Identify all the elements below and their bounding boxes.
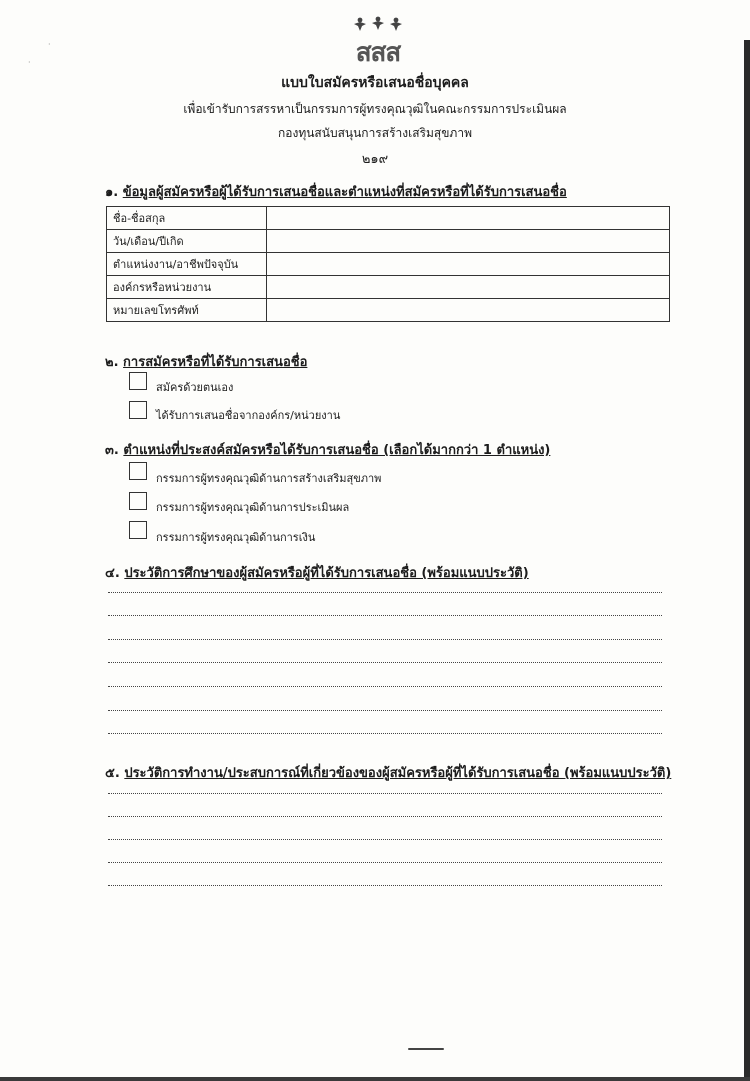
form-year: ๒๑๙: [361, 152, 389, 167]
table-row: [107, 253, 670, 276]
scan-speck: ·: [28, 58, 31, 67]
finance-label: กรรมการผู้ทรงคุณวุฒิด้านการเงิน: [156, 531, 316, 544]
birthdate-field[interactable]: [267, 230, 670, 253]
phone-field[interactable]: [267, 299, 670, 322]
row-label: หมายเลขโทรศัพท์: [107, 299, 267, 322]
education-line[interactable]: [108, 615, 662, 616]
education-line[interactable]: [108, 639, 662, 640]
name-field[interactable]: [267, 207, 670, 230]
form-subtitle: เพื่อเข้ารับการสรรหาเป็นกรรมการผู้ทรงคุณวุฒิในคณะกรรมการประเมินผล: [183, 102, 567, 116]
section-1-title: ข้อมูลผู้สมัครหรือผู้ได้รับการเสนอชื่อและตำแหน่งที่สมัครหรือที่ได้รับการเสนอชื่อ: [122, 185, 567, 200]
row-label: วัน/เดือน/ปีเกิด: [107, 230, 267, 253]
section-3-title: ตำแหน่งที่ประสงค์สมัครหรือได้รับการเสนอชื่อ (เลือกได้มากกว่า 1 ตำแหน่ง): [123, 443, 551, 458]
self-apply-checkbox[interactable]: [129, 372, 147, 390]
scan-edge-bottom: [0, 1077, 750, 1081]
table-row: [107, 207, 670, 230]
row-label: ชื่อ-ชื่อสกุล: [107, 207, 267, 230]
section-2-heading: [105, 351, 307, 372]
organization-field[interactable]: [267, 276, 670, 299]
nominated-label: ได้รับการเสนอชื่อจากองค์กร/หน่วยงาน: [156, 409, 341, 422]
education-line[interactable]: [108, 592, 662, 593]
health-promotion-label: กรรมการผู้ทรงคุณวุฒิด้านการสร้างเสริมสุขภาพ: [156, 472, 382, 485]
work-history-line[interactable]: [108, 862, 662, 863]
section-5-title: ประวัติการทำงาน/ประสบการณ์ที่เกี่ยวข้องของผู้สมัครหรือผู้ที่ได้รับการเสนอชื่อ (พร้อมแนบประวัติ): [124, 766, 672, 781]
scan-edge-right: [744, 40, 750, 1081]
education-line[interactable]: [108, 686, 662, 687]
position-field[interactable]: [267, 253, 670, 276]
logo-text: สสส: [355, 38, 401, 68]
work-history-line[interactable]: [108, 816, 662, 817]
education-line[interactable]: [108, 662, 662, 663]
table-row: [107, 276, 670, 299]
section-4-heading: [105, 562, 529, 583]
thaihealth-logo: [338, 16, 418, 68]
footer-mark: [408, 1048, 444, 1050]
work-history-line[interactable]: [108, 885, 662, 886]
education-line[interactable]: [108, 710, 662, 711]
section-1-number: ๑.: [105, 185, 119, 200]
form-organization: กองทุนสนับสนุนการสร้างเสริมสุขภาพ: [277, 126, 472, 140]
section-5-number: ๕.: [105, 766, 120, 781]
work-history-line[interactable]: [108, 839, 662, 840]
table-row: [107, 230, 670, 253]
evaluation-label: กรรมการผู้ทรงคุณวุฒิด้านการประเมินผล: [156, 501, 350, 514]
self-apply-label: สมัครด้วยตนเอง: [156, 381, 234, 394]
section-2-number: ๒.: [105, 355, 119, 370]
row-label: ตำแหน่งงาน/อาชีพปัจจุบัน: [107, 253, 267, 276]
section-3-heading: [105, 439, 550, 460]
table-row: [107, 299, 670, 322]
evaluation-checkbox[interactable]: [129, 492, 147, 510]
applicant-info-table: [106, 206, 670, 322]
nominated-checkbox[interactable]: [129, 401, 147, 419]
health-promotion-checkbox[interactable]: [129, 462, 147, 480]
section-1-heading: [105, 181, 567, 202]
education-line[interactable]: [108, 733, 662, 734]
finance-checkbox[interactable]: [129, 521, 147, 539]
section-4-number: ๔.: [105, 566, 120, 581]
row-label: องค์กรหรือหน่วยงาน: [107, 276, 267, 299]
scan-speck: ·: [48, 40, 51, 49]
section-5-heading: [105, 762, 671, 783]
section-2-title: การสมัครหรือที่ได้รับการเสนอชื่อ: [123, 355, 308, 370]
section-3-number: ๓.: [105, 443, 119, 458]
work-history-line[interactable]: [108, 793, 662, 794]
form-title: แบบใบสมัครหรือเสนอชื่อบุคคล: [281, 75, 469, 91]
section-4-title: ประวัติการศึกษาของผู้สมัครหรือผู้ที่ได้รับการเสนอชื่อ (พร้อมแนบประวัติ): [124, 566, 529, 581]
